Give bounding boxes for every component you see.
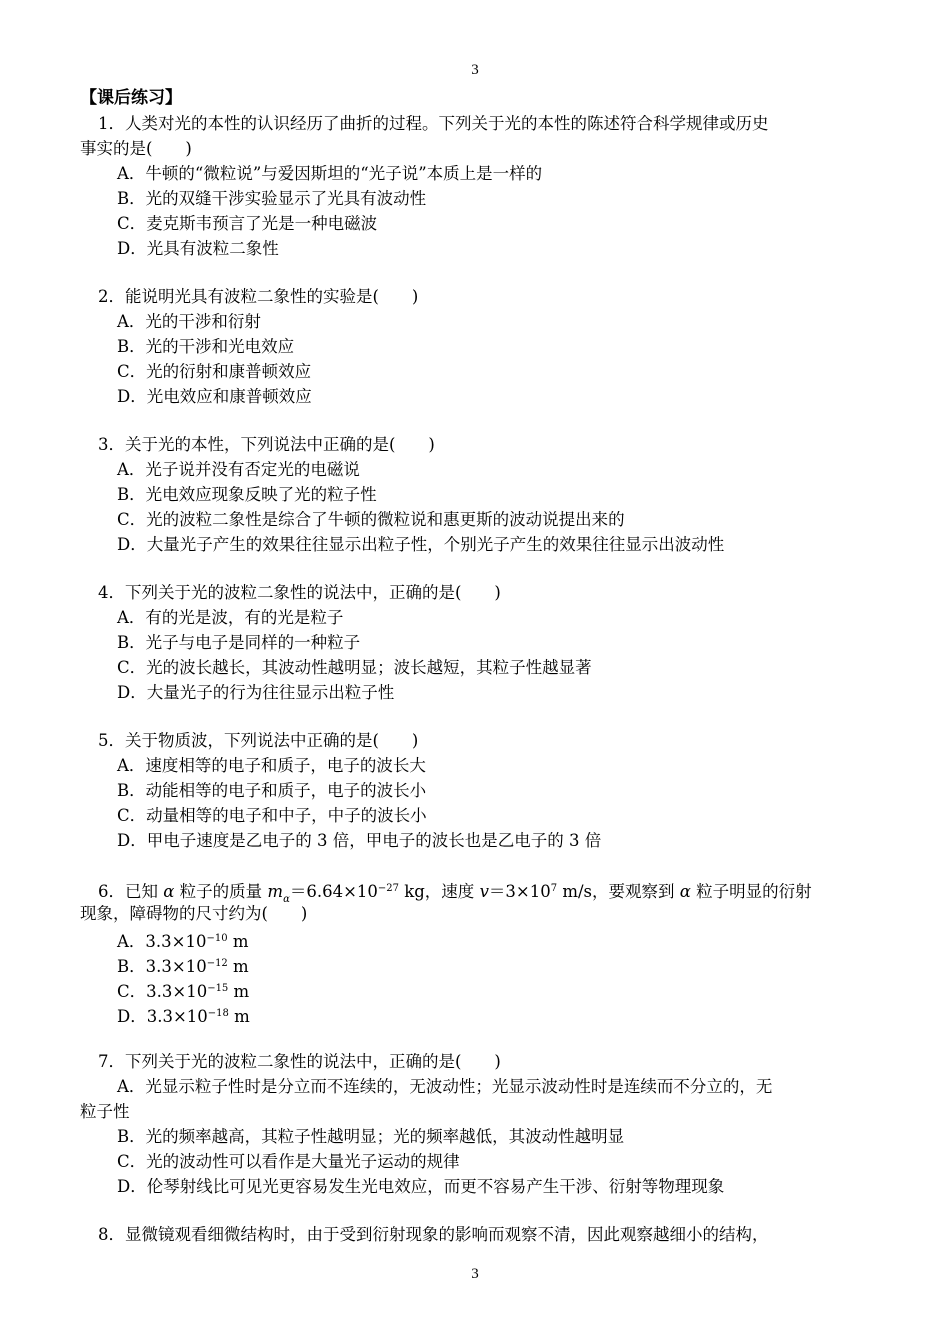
question-3-option-d: D．大量光子产生的效果往往显示出粒子性，个别光子产生的效果往往显示出波动性 <box>117 535 725 554</box>
question-6-stem: 6．已知 α 粒子的质量 $m_\alpha=6.64\times 10^{-27}$ kg，速度 $v=3\times 10^7$ m/s，要观察到 α 粒子明显的衍射 <box>98 882 812 905</box>
question-6-stem-cont: 现象，障碍物的尺寸约为( ) <box>80 904 308 923</box>
question-2-option-a: A．光的干涉和衍射 <box>117 312 261 331</box>
question-2-option-b: B．光的干涉和光电效应 <box>117 337 295 356</box>
question-7-option-d: D．伦琴射线比可见光更容易发生光电效应，而更不容易产生干涉、衍射等物理现象 <box>117 1177 725 1196</box>
question-5-option-a: A．速度相等的电子和质子，电子的波长大 <box>117 756 426 775</box>
question-7-option-a: A．光显示粒子性时是分立而不连续的，无波动性；光显示波动性时是连续而不分立的，无 <box>117 1077 773 1096</box>
question-6-option-a: A．$3.3\times 10^{-10}$ m <box>117 932 249 951</box>
question-4-stem: 4．下列关于光的波粒二象性的说法中，正确的是( ) <box>98 583 501 602</box>
question-3-stem: 3．关于光的本性，下列说法中正确的是( ) <box>98 435 435 454</box>
question-7-stem: 7．下列关于光的波粒二象性的说法中，正确的是( ) <box>98 1052 501 1071</box>
exercise-content <box>80 86 880 1247</box>
question-1-stem: 1．人类对光的本性的认识经历了曲折的过程。下列关于光的本性的陈述符合科学规律或历史 <box>98 114 769 133</box>
question-6-option-c: C．$3.3\times 10^{-15}$ m <box>117 982 250 1001</box>
question-4-option-c: C．光的波长越长，其波动性越明显；波长越短，其粒子性越显著 <box>117 658 592 677</box>
question-3-option-b: B．光电效应现象反映了光的粒子性 <box>117 485 377 504</box>
question-6-option-d: D．$3.3\times 10^{-18}$ m <box>117 1007 250 1026</box>
question-1-option-b: B．光的双缝干涉实验显示了光具有波动性 <box>117 189 427 208</box>
question-8-stem: 8．显微镜观看细微结构时，由于受到衍射现象的影响而观察不清，因此观察越细小的结构， <box>98 1225 769 1244</box>
question-5-option-d: D．甲电子速度是乙电子的 3 倍，甲电子的波长也是乙电子的 3 倍 <box>117 831 602 850</box>
question-6-option-b: B．$3.3\times 10^{-12}$ m <box>117 957 249 976</box>
section-heading: 【课后练习】 <box>80 88 182 108</box>
question-4-option-d: D．大量光子的行为往往显示出粒子性 <box>117 683 395 702</box>
question-1-option-d: D．光具有波粒二象性 <box>117 239 279 258</box>
question-3-option-a: A．光子说并没有否定光的电磁说 <box>117 460 360 479</box>
question-4-option-a: A．有的光是波，有的光是粒子 <box>117 608 344 627</box>
question-5-stem: 5．关于物质波，下列说法中正确的是( ) <box>98 731 419 750</box>
question-1-stem-cont: 事实的是( ) <box>80 139 192 158</box>
question-4-option-b: B．光子与电子是同样的一种粒子 <box>117 633 361 652</box>
question-5-option-b: B．动能相等的电子和质子，电子的波长小 <box>117 781 427 800</box>
question-7-option-a-cont: 粒子性 <box>80 1102 130 1121</box>
question-7-option-c: C．光的波动性可以看作是大量光子运动的规律 <box>117 1152 460 1171</box>
page-number-bottom: 3 <box>471 1266 479 1282</box>
question-2-option-c: C．光的衍射和康普顿效应 <box>117 362 312 381</box>
question-7-option-b: B．光的频率越高，其粒子性越明显；光的频率越低，其波动性越明显 <box>117 1127 625 1146</box>
question-1-option-c: C．麦克斯韦预言了光是一种电磁波 <box>117 214 378 233</box>
question-2-option-d: D．光电效应和康普顿效应 <box>117 387 312 406</box>
question-5-option-c: C．动量相等的电子和中子，中子的波长小 <box>117 806 427 825</box>
question-3-option-c: C．光的波粒二象性是综合了牛顿的微粒说和惠更斯的波动说提出来的 <box>117 510 625 529</box>
question-1-option-a: A．牛顿的“微粒说”与爱因斯坦的“光子说”本质上是一样的 <box>117 164 543 183</box>
question-2-stem: 2．能说明光具有波粒二象性的实验是( ) <box>98 287 419 306</box>
alpha-symbol: α <box>163 882 175 901</box>
page-number-top: 3 <box>471 62 479 78</box>
